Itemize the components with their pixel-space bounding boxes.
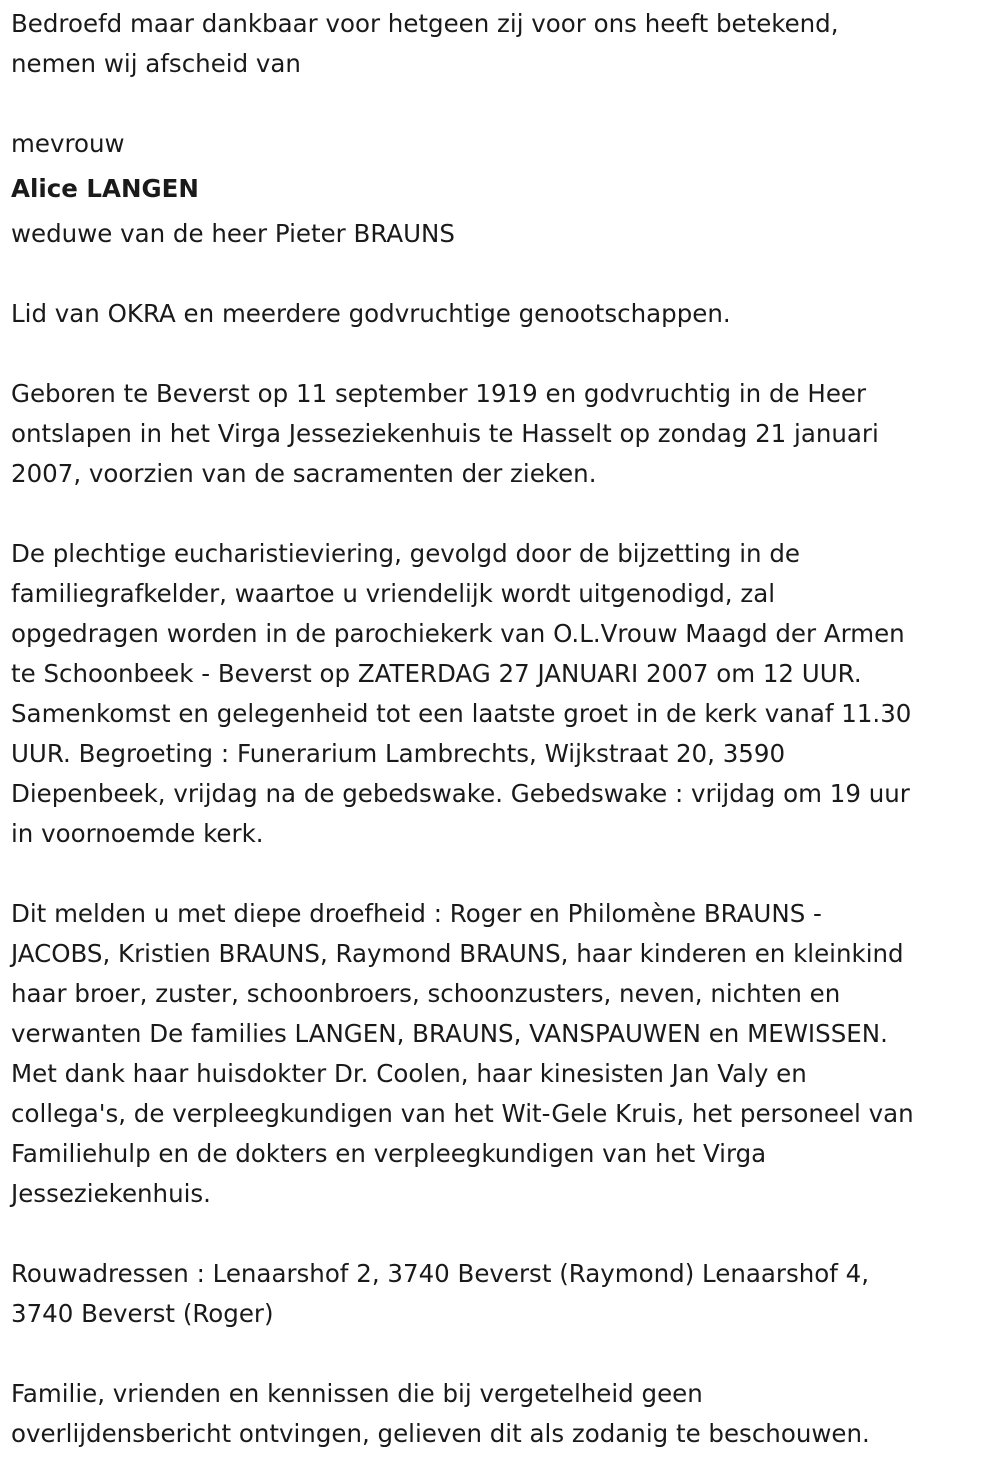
membership-text: Lid van OKRA en meerdere godvruchtige genootschappen. (11, 299, 731, 328)
title-block (11, 124, 992, 254)
paragraph-line: UUR. Begroeting : Funerarium Lambrechts, Wijkstraat 20, 3590 (11, 739, 786, 768)
birth-death-paragraph (11, 374, 992, 494)
ceremony-paragraph (11, 534, 992, 854)
paragraph-line: collega's, de verpleegkundigen van het Wit-Gele Kruis, het personeel van (11, 1099, 914, 1128)
paragraph-line: familiegrafkelder, waartoe u vriendelijk wordt uitgenodigd, zal (11, 579, 776, 608)
salutation: mevrouw (11, 129, 125, 158)
paragraph-line: Dit melden u met diepe droefheid : Roger en Philomène BRAUNS - (11, 899, 822, 928)
paragraph-line: Rouwadressen : Lenaarshof 2, 3740 Beverst (Raymond) Lenaarshof 4, (11, 1259, 870, 1288)
paragraph-line: verwanten De families LANGEN, BRAUNS, VANSPAUWEN en MEWISSEN. (11, 1019, 888, 1048)
paragraph-line: ontslapen in het Virga Jesseziekenhuis te Hasselt op zondag 21 januari (11, 419, 879, 448)
paragraph-line: Jesseziekenhuis. (11, 1179, 211, 1208)
paragraph-line: opgedragen worden in de parochiekerk van O.L.Vrouw Maagd der Armen (11, 619, 905, 648)
paragraph-line: overlijdensbericht ontvingen, gelieven dit als zodanig te beschouwen. (11, 1419, 870, 1448)
intro-paragraph (11, 4, 992, 84)
family-paragraph (11, 894, 992, 1214)
paragraph-line: Samenkomst en gelegenheid tot een laatste groet in de kerk vanaf 11.30 (11, 699, 912, 728)
deceased-name: Alice LANGEN (11, 174, 199, 203)
paragraph-line: Familie, vrienden en kennissen die bij vergetelheid geen (11, 1379, 703, 1408)
closing-paragraph (11, 1374, 992, 1454)
paragraph-line: 3740 Beverst (Roger) (11, 1299, 274, 1328)
paragraph-line: 2007, voorzien van de sacramenten der zieken. (11, 459, 597, 488)
intro-line: nemen wij afscheid van (11, 49, 301, 78)
paragraph-line: JACOBS, Kristien BRAUNS, Raymond BRAUNS, haar kinderen en kleinkind (11, 939, 904, 968)
paragraph-line: Diepenbeek, vrijdag na de gebedswake. Gebedswake : vrijdag om 19 uur (11, 779, 910, 808)
paragraph-line: te Schoonbeek - Beverst op ZATERDAG 27 JANUARI 2007 om 12 UUR. (11, 659, 862, 688)
paragraph-line: in voornoemde kerk. (11, 819, 264, 848)
intro-line: Bedroefd maar dankbaar voor hetgeen zij voor ons heeft betekend, (11, 9, 839, 38)
paragraph-line: Met dank haar huisdokter Dr. Coolen, haar kinesisten Jan Valy en (11, 1059, 807, 1088)
paragraph-line: Geboren te Beverst op 11 september 1919 en godvruchtig in de Heer (11, 379, 867, 408)
paragraph-line: haar broer, zuster, schoonbroers, schoonzusters, neven, nichten en (11, 979, 841, 1008)
paragraph-line: De plechtige eucharistieviering, gevolgd door de bijzetting in de (11, 539, 800, 568)
spouse-line: weduwe van de heer Pieter BRAUNS (11, 219, 455, 248)
addresses-paragraph (11, 1254, 992, 1334)
paragraph-line: Familiehulp en de dokters en verpleegkundigen van het Virga (11, 1139, 767, 1168)
